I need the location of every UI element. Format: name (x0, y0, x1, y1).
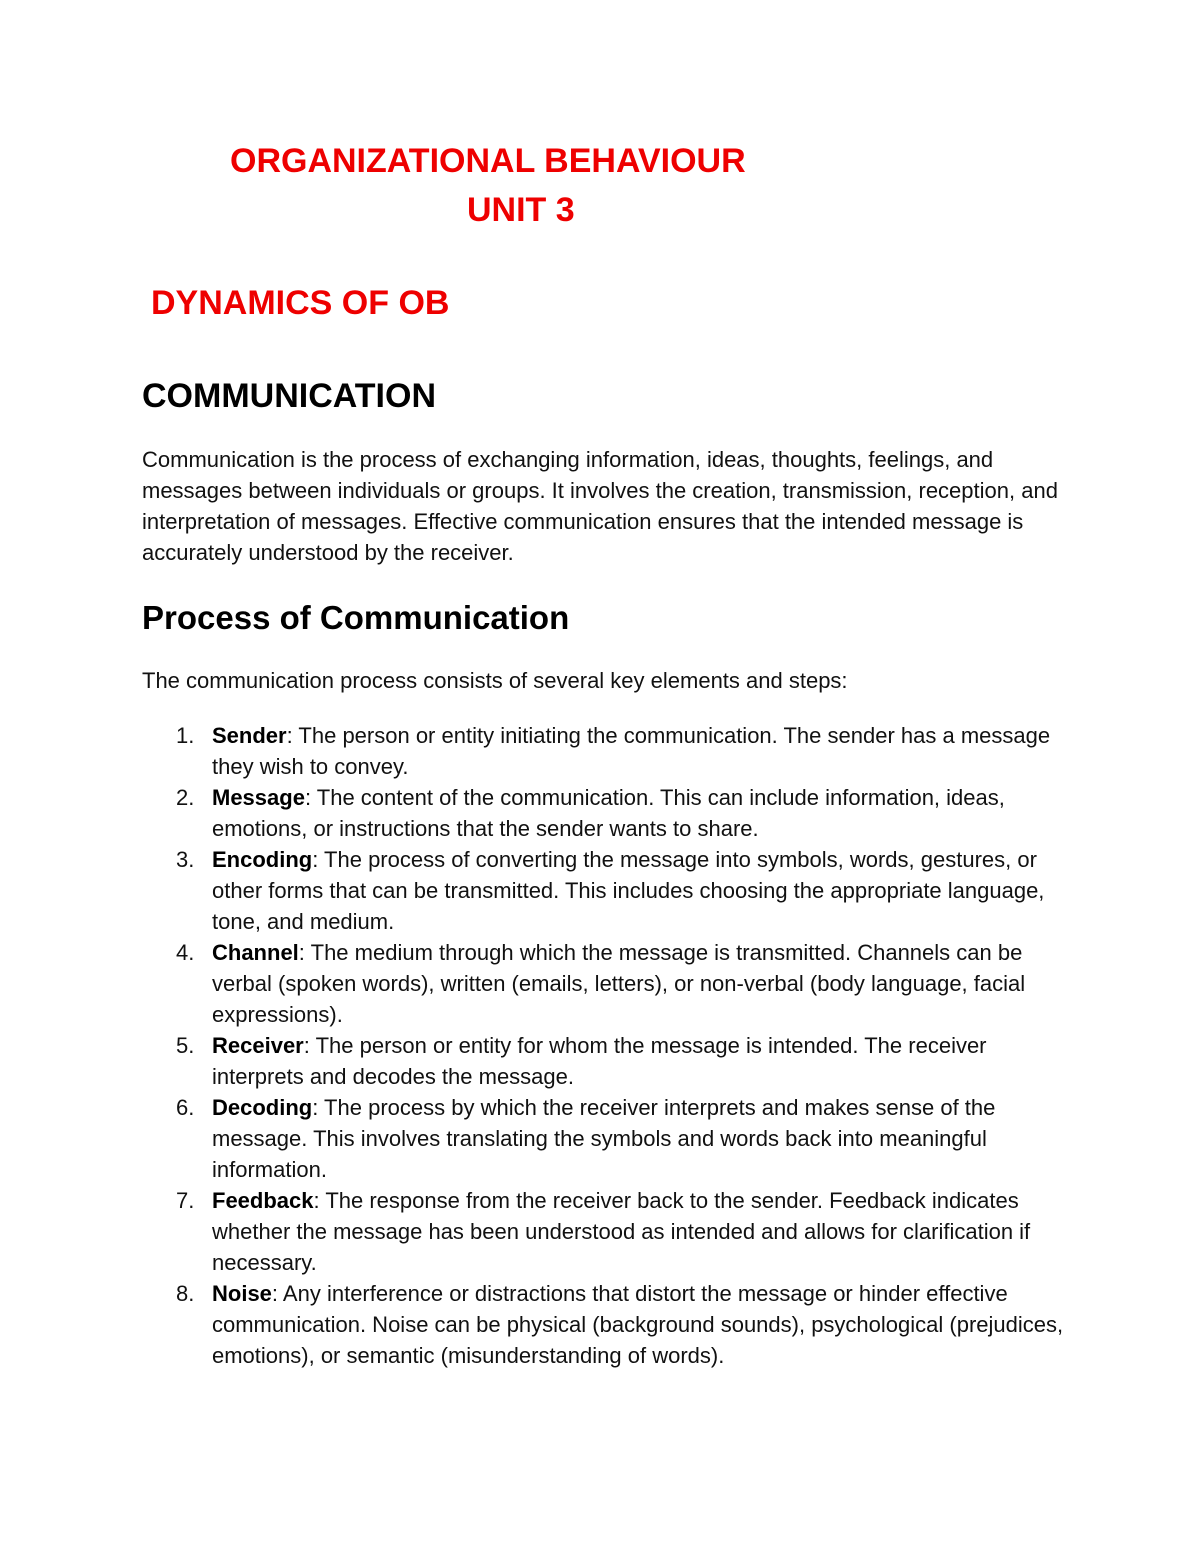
step-number: 2. (176, 785, 195, 810)
list-item (142, 782, 1082, 844)
list-item (142, 1092, 1082, 1185)
step-description: : The process by which the receiver interprets and makes sense of the message. This involves translating the symbols and words back into meaningful information. (212, 1095, 996, 1182)
step-description: : The content of the communication. This can include information, ideas, emotions, or instructions that the sender wants to share. (212, 785, 1005, 841)
step-description: : The person or entity for whom the message is intended. The receiver interprets and decodes the message. (212, 1033, 987, 1089)
step-number: 1. (176, 723, 195, 748)
step-term: Receiver (212, 1033, 304, 1058)
document-title: ORGANIZATIONAL BEHAVIOUR (230, 142, 746, 180)
step-term: Channel (212, 940, 299, 965)
document-subtitle: DYNAMICS OF OB (151, 284, 450, 322)
step-term: Message (212, 785, 305, 810)
step-term: Encoding (212, 847, 313, 872)
step-description: : The person or entity initiating the communication. The sender has a message they wish to convey. (212, 723, 1051, 779)
process-heading: Process of Communication (142, 599, 570, 636)
step-term: Noise (212, 1281, 272, 1306)
step-number: 6. (176, 1095, 195, 1120)
unit-label: UNIT 3 (467, 191, 575, 229)
list-item (142, 1030, 1082, 1092)
list-item (142, 720, 1082, 782)
list-item (142, 1278, 1082, 1371)
step-term: Decoding (212, 1095, 313, 1120)
list-item (142, 844, 1082, 937)
list-item (142, 1185, 1082, 1278)
communication-heading: COMMUNICATION (142, 377, 436, 415)
process-intro: The communication process consists of several key elements and steps: (142, 668, 848, 693)
step-term: Feedback (212, 1188, 314, 1213)
step-number: 7. (176, 1188, 195, 1213)
step-number: 3. (176, 847, 195, 872)
step-description: : The medium through which the message is transmitted. Channels can be verbal (spoken words), written (emails, letters), or non-verbal (body language, facial expressions). (212, 940, 1026, 1027)
step-number: 5. (176, 1033, 195, 1058)
list-item (142, 937, 1082, 1030)
step-description: : The process of converting the message into symbols, words, gestures, or other forms that can be transmitted. This includes choosing the appropriate language, tone, and medium. (212, 847, 1045, 934)
step-number: 8. (176, 1281, 195, 1306)
step-description: : Any interference or distractions that distort the message or hinder effective communication. Noise can be physical (background sounds), psychological (prejudices, emotions), or semantic (misunderstanding of words). (212, 1281, 1064, 1368)
process-steps-list (142, 720, 1082, 1371)
communication-definition: Communication is the process of exchanging information, ideas, thoughts, feelings, and messages between individuals or groups. It involves the creation, transmission, reception, and interpretation of messages. Effective communication ensures that the intended message is accurately understood by the receiver. (142, 447, 1058, 565)
step-number: 4. (176, 940, 195, 965)
step-description: : The response from the receiver back to the sender. Feedback indicates whether the message has been understood as intended and allows for clarification if necessary. (212, 1188, 1031, 1275)
step-term: Sender (212, 723, 287, 748)
